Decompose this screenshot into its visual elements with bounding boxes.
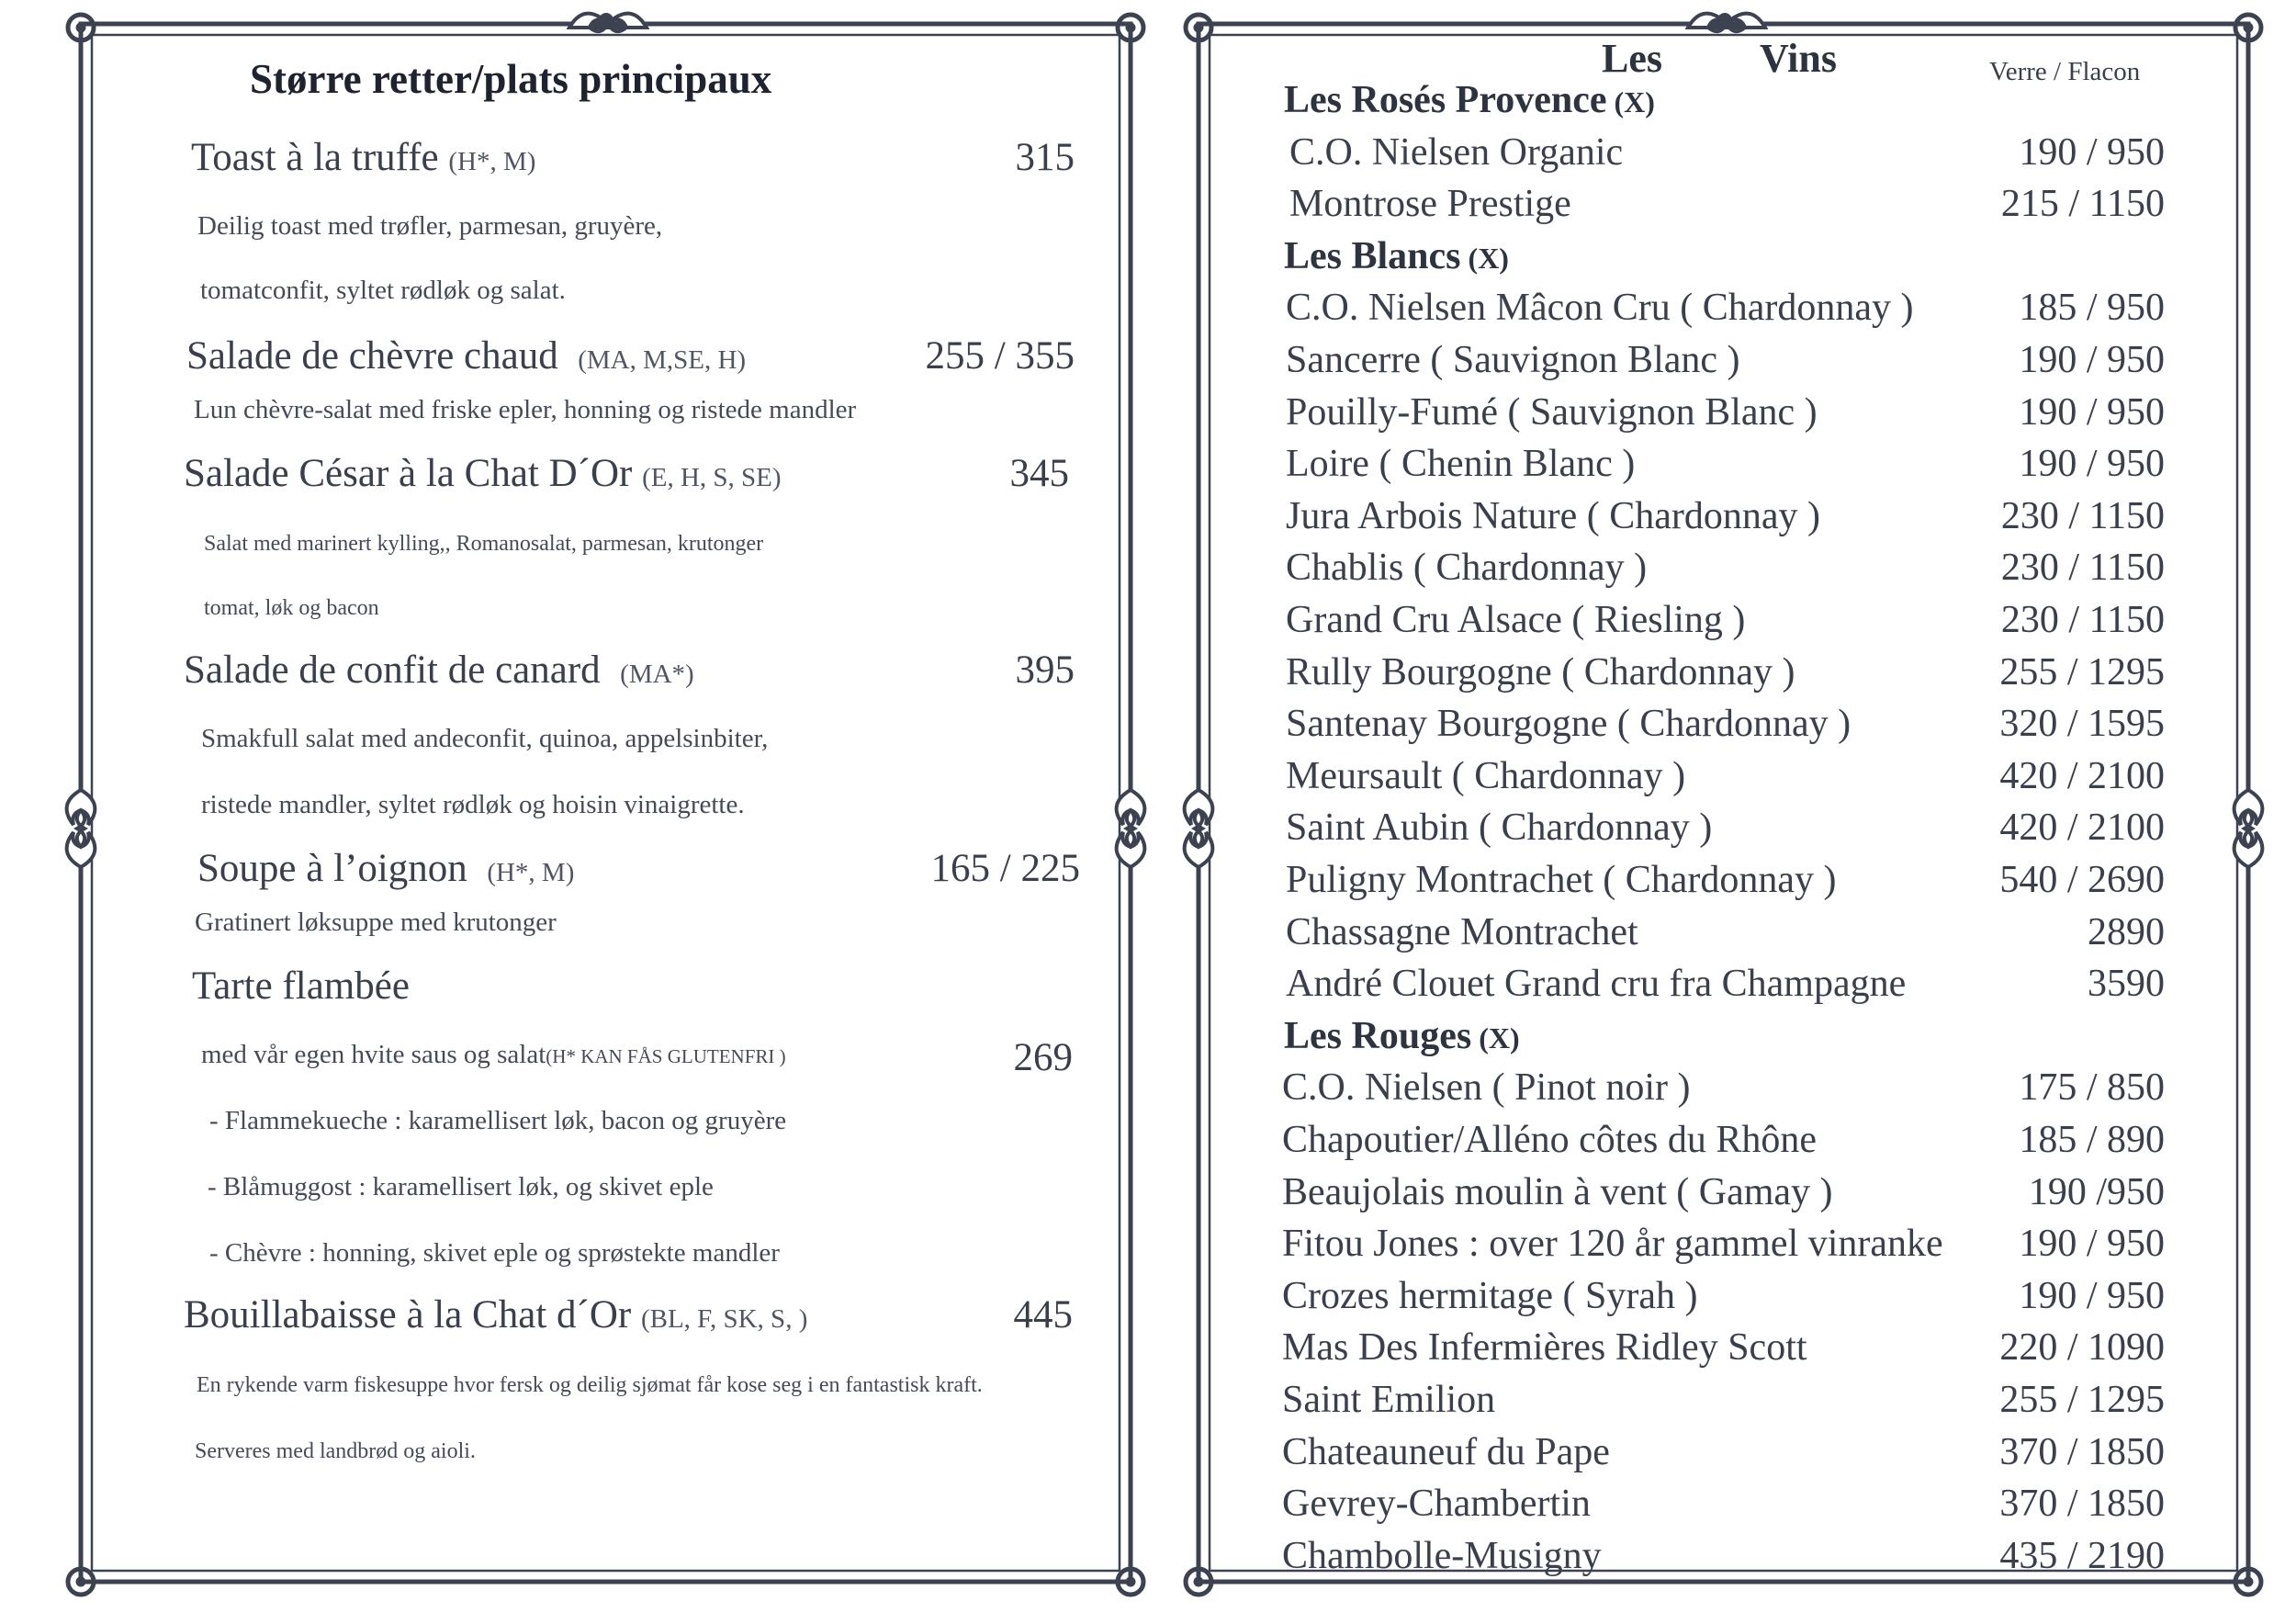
dish-price: 345	[1009, 452, 1069, 495]
wine-section-heading: Les Rouges (X)	[1284, 1014, 1520, 1057]
dish-description: Deilig toast med trøfler, parmesan, gruyère,	[197, 211, 663, 241]
wine-price: 230 / 1150	[2000, 547, 2165, 590]
dish-description: Salat med marinert kylling,, Romanosalat, parmesan, krutonger	[204, 532, 764, 556]
wine-section-heading: Les Rosés Provence (X)	[1284, 79, 1655, 121]
wine-price: 2890	[2088, 910, 2165, 953]
wine-section-heading: Les Blancs (X)	[1284, 234, 1509, 277]
dish-description: - Flammekueche : karamellisert løk, bacon og gruyère	[209, 1106, 787, 1135]
wine-name: Loire ( Chenin Blanc )	[1286, 443, 1636, 486]
ornament-top-right-icon	[1688, 14, 1765, 32]
wine-name: Pouilly-Fumé ( Sauvignon Blanc )	[1286, 390, 1818, 434]
wine-name: Chapoutier/Alléno côtes du Rhône	[1282, 1119, 1818, 1161]
wine-price: 320 / 1595	[1999, 703, 2165, 746]
wine-price: 175 / 850	[2019, 1066, 2165, 1110]
wine-price: 190 / 950	[2019, 130, 2165, 174]
wine-price: 185 / 890	[2019, 1119, 2165, 1161]
wine-name: Santenay Bourgogne ( Chardonnay )	[1286, 703, 1851, 746]
dish-description: - Blåmuggost : karamellisert løk, og skivet eple	[208, 1172, 714, 1201]
wine-price: 190 / 950	[2019, 443, 2165, 486]
wine-price: 255 / 1295	[1999, 1379, 2165, 1421]
wine-price: 370 / 1850	[1999, 1483, 2165, 1526]
wine-name: C.O. Nielsen Mâcon Cru ( Chardonnay )	[1286, 287, 1914, 330]
wine-name: Chablis ( Chardonnay )	[1286, 547, 1648, 590]
dish-name: Salade César à la Chat D´Or (E, H, S, SE)	[184, 452, 782, 495]
wine-price: 185 / 950	[2019, 287, 2165, 330]
wine-price: 190 / 950	[2019, 1274, 2165, 1317]
wine-name: Meursault ( Chardonnay )	[1286, 754, 1686, 797]
wine-name: Sancerre ( Sauvignon Blanc )	[1286, 339, 1740, 381]
dish-name: Soupe à l’oignon (H*, M)	[197, 847, 575, 890]
dish-name: Salade de chèvre chaud (MA, M,SE, H)	[186, 334, 747, 378]
wine-name: Montrose Prestige	[1289, 183, 1571, 226]
dish-description: tomatconfit, syltet rødløk og salat.	[200, 276, 566, 305]
wine-name: André Clouet Grand cru fra Champagne	[1286, 963, 1907, 1006]
dish-name: Salade de confit de canard (MA*)	[184, 648, 694, 692]
wine-name: Fitou Jones : over 120 år gammel vinranke	[1282, 1223, 1943, 1266]
dish-description: tomat, løk og bacon	[204, 596, 379, 620]
wine-price: 540 / 2690	[1999, 859, 2165, 901]
wine-name: Mas Des Infermières Ridley Scott	[1282, 1326, 1807, 1370]
wine-name: Chassagne Montrachet	[1286, 910, 1638, 953]
page-title: Større retter/plats principaux	[250, 56, 772, 102]
dish-description: Lun chèvre-salat med friske epler, honning og ristede mandler	[194, 395, 857, 424]
wine-name: Saint Emilion	[1282, 1379, 1496, 1421]
column-header: Verre / Flacon	[1989, 57, 2141, 86]
wine-name: Jura Arbois Nature ( Chardonnay )	[1286, 494, 1821, 537]
dish-name: Toast à la truffe (H*, M)	[191, 136, 536, 179]
wine-name: Beaujolais moulin à vent ( Gamay )	[1282, 1170, 1833, 1213]
wine-price: 190 /950	[2028, 1170, 2165, 1213]
dish-price: 315	[1015, 136, 1075, 179]
dish-description: En rykende varm fiskesuppe hvor fersk og deilig sjømat får kose seg i en fantastisk kraft.	[197, 1373, 983, 1397]
wine-price: 230 / 1150	[2000, 599, 2165, 641]
ornament-top-left-icon	[569, 14, 647, 32]
wine-name: Chambolle-Musigny	[1282, 1534, 1602, 1577]
wine-price: 230 / 1150	[2000, 494, 2165, 537]
wine-price: 215 / 1150	[2000, 183, 2165, 226]
wine-price: 420 / 2100	[1999, 754, 2165, 797]
wine-title-left: Les	[1602, 36, 1662, 81]
dish-description: med vår egen hvite saus og salat(H* KAN FÅS GLUTENFRI )	[201, 1040, 786, 1069]
wine-price: 3590	[2088, 963, 2165, 1006]
wine-name: Rully Bourgogne ( Chardonnay )	[1286, 650, 1795, 694]
dish-price: 445	[1013, 1293, 1073, 1336]
dish-name: Bouillabaisse à la Chat d´Or (BL, F, SK, S, )	[184, 1293, 808, 1336]
wine-price: 190 / 950	[2019, 1223, 2165, 1266]
wine-name: Grand Cru Alsace ( Riesling )	[1286, 599, 1746, 641]
wine-price: 255 / 1295	[1999, 650, 2165, 694]
dish-price: 255 / 355	[925, 334, 1075, 378]
dish-description: Gratinert løksuppe med krutonger	[195, 908, 557, 937]
wine-name: Puligny Montrachet ( Chardonnay )	[1286, 859, 1837, 901]
wine-price: 190 / 950	[2019, 339, 2165, 381]
wine-price: 190 / 950	[2019, 390, 2165, 434]
wine-price: 420 / 2100	[1999, 806, 2165, 850]
dish-description: Smakfull salat med andeconfit, quinoa, appelsinbiter,	[201, 724, 769, 753]
wine-name: Gevrey-Chambertin	[1282, 1483, 1591, 1526]
dish-price: 395	[1015, 648, 1075, 692]
wine-price: 370 / 1850	[1999, 1430, 2165, 1473]
dish-price: 269	[1013, 1036, 1073, 1079]
wine-name: Saint Aubin ( Chardonnay )	[1286, 806, 1713, 850]
wine-price: 435 / 2190	[1999, 1534, 2165, 1577]
dish-description: Serveres med landbrød og aioli.	[195, 1439, 476, 1463]
wine-price: 220 / 1090	[1999, 1326, 2165, 1370]
wine-name: C.O. Nielsen ( Pinot noir )	[1282, 1066, 1691, 1110]
wine-name: Crozes hermitage ( Syrah )	[1282, 1274, 1698, 1317]
wine-title-right: Vins	[1760, 36, 1837, 81]
dish-description: ristede mandler, syltet rødløk og hoisin vinaigrette.	[201, 790, 745, 819]
dish-description: - Chèvre : honning, skivet eple og sprøstekte mandler	[209, 1238, 780, 1268]
dish-name: Tarte flambée	[192, 964, 410, 1008]
wine-name: Chateauneuf du Pape	[1282, 1430, 1610, 1473]
wine-name: C.O. Nielsen Organic	[1289, 130, 1624, 174]
dish-price: 165 / 225	[930, 847, 1080, 890]
